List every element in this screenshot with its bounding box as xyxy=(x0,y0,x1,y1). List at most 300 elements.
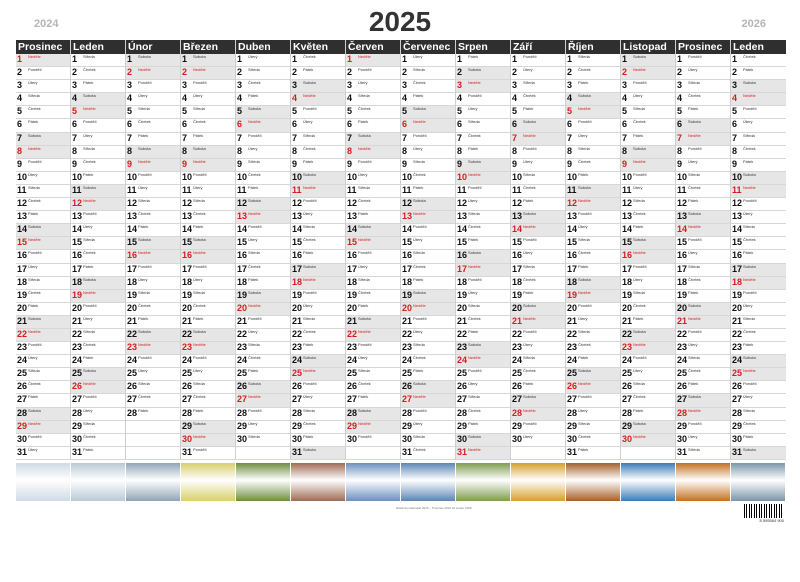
day-number: 25 xyxy=(182,368,193,379)
day-cell xyxy=(126,198,180,211)
day-number: 16 xyxy=(17,250,28,261)
day-number: 19 xyxy=(567,289,578,300)
weekday-label: Pondělí xyxy=(688,237,702,243)
day-cell xyxy=(126,394,180,407)
day-cell xyxy=(401,290,455,303)
weekday-label: Čtvrtek xyxy=(688,93,701,99)
day-cell xyxy=(456,316,510,329)
day-number: 23 xyxy=(567,342,578,353)
day-number: 8 xyxy=(622,145,628,156)
day-cell xyxy=(511,277,565,290)
weekday-label: Pátek xyxy=(578,446,589,452)
day-cell xyxy=(676,185,730,198)
day-cell xyxy=(621,106,675,119)
day-cell xyxy=(16,368,70,381)
weekday-label: Pátek xyxy=(83,263,94,269)
day-number: 30 xyxy=(292,433,303,444)
day-number: 22 xyxy=(512,328,523,339)
day-cell xyxy=(731,119,786,132)
weekday-label: Sobota xyxy=(523,302,536,308)
day-number: 9 xyxy=(237,158,243,169)
day-number: 4 xyxy=(182,93,188,104)
month-column xyxy=(401,40,456,460)
weekday-label: Neděle xyxy=(28,145,41,151)
day-cell xyxy=(291,133,345,146)
weekday-label: Čtvrtek xyxy=(28,289,41,295)
day-cell xyxy=(511,264,565,277)
month-column xyxy=(16,40,71,460)
month-photo xyxy=(511,463,566,501)
day-cell xyxy=(456,277,510,290)
day-number: 7 xyxy=(677,132,683,143)
day-cell xyxy=(346,290,400,303)
day-cell xyxy=(456,172,510,185)
weekday-label: Pátek xyxy=(193,224,204,230)
weekday-label: Pátek xyxy=(83,355,94,361)
day-cell xyxy=(456,329,510,342)
weekday-label: Sobota xyxy=(303,355,316,361)
weekday-label: Čtvrtek xyxy=(688,276,701,282)
day-number: 27 xyxy=(622,394,633,405)
day-number: 3 xyxy=(347,80,353,91)
day-cell xyxy=(511,434,565,447)
day-number: 8 xyxy=(347,145,353,156)
weekday-label: Úterý xyxy=(523,67,533,73)
day-cell xyxy=(566,67,620,80)
day-number: 24 xyxy=(292,355,303,366)
day-number: 29 xyxy=(512,420,523,431)
month-header: Listopad xyxy=(621,40,675,54)
day-cell xyxy=(71,277,125,290)
weekday-label: Čtvrtek xyxy=(468,407,481,413)
day-cell xyxy=(71,133,125,146)
day-cell xyxy=(731,394,786,407)
day-cell xyxy=(621,394,675,407)
weekday-label: Středa xyxy=(468,211,480,217)
day-cell xyxy=(401,54,455,67)
weekday-label: Sobota xyxy=(578,93,591,99)
next-year-label: 2026 xyxy=(741,18,766,30)
weekday-label: Čtvrtek xyxy=(633,394,646,400)
weekday-label: Sobota xyxy=(28,315,41,321)
weekday-label: Středa xyxy=(193,289,205,295)
day-cell xyxy=(16,198,70,211)
day-number: 1 xyxy=(237,54,243,64)
day-number: 18 xyxy=(292,276,303,287)
weekday-label: Sobota xyxy=(578,276,591,282)
weekday-label: Sobota xyxy=(468,433,481,439)
day-cell xyxy=(71,447,125,460)
day-number: 23 xyxy=(182,342,193,353)
day-number: 6 xyxy=(567,119,573,130)
day-number: 29 xyxy=(732,420,743,431)
day-cell xyxy=(676,421,730,434)
weekday-label: Úterý xyxy=(743,302,753,308)
day-cell xyxy=(676,434,730,447)
weekday-label: Pondělí xyxy=(193,355,207,361)
weekday-label: Pátek xyxy=(138,132,149,138)
day-number: 11 xyxy=(127,184,137,195)
day-number: 31 xyxy=(292,446,303,457)
day-number: 3 xyxy=(457,80,463,91)
day-number: 27 xyxy=(17,394,28,405)
weekday-label: Středa xyxy=(688,263,700,269)
weekday-label: Úterý xyxy=(358,263,368,269)
day-number: 27 xyxy=(402,394,413,405)
day-cell xyxy=(71,93,125,106)
weekday-label: Neděle xyxy=(28,237,41,243)
day-cell xyxy=(511,421,565,434)
day-number: 24 xyxy=(182,355,193,366)
day-cell xyxy=(126,54,180,67)
weekday-label: Úterý xyxy=(83,407,93,413)
year-title: 2025 xyxy=(368,6,432,37)
day-cell xyxy=(71,342,125,355)
day-cell xyxy=(401,211,455,224)
weekday-label: Neděle xyxy=(633,250,646,256)
month-photo xyxy=(181,463,236,501)
day-cell xyxy=(621,447,675,460)
day-cell xyxy=(346,447,400,460)
day-number: 24 xyxy=(17,355,28,366)
weekday-label: Středa xyxy=(523,171,535,177)
day-number: 27 xyxy=(732,394,743,405)
day-number: 31 xyxy=(732,446,743,457)
day-cell xyxy=(566,421,620,434)
weekday-label: Čtvrtek xyxy=(358,289,371,295)
day-cell xyxy=(401,67,455,80)
day-number: 10 xyxy=(17,171,28,182)
day-number: 30 xyxy=(622,433,633,444)
weekday-label: Pondělí xyxy=(743,381,757,387)
day-cell xyxy=(71,329,125,342)
day-cell xyxy=(16,106,70,119)
weekday-label: Pátek xyxy=(523,198,534,204)
day-cell xyxy=(126,67,180,80)
weekday-label: Úterý xyxy=(413,54,423,59)
weekday-label: Čtvrtek xyxy=(578,67,591,73)
day-cell xyxy=(346,224,400,237)
weekday-label: Úterý xyxy=(303,302,313,308)
weekday-label: Pondělí xyxy=(743,106,757,112)
day-cell xyxy=(181,434,235,447)
weekday-label: Středa xyxy=(468,119,480,125)
day-cell xyxy=(126,146,180,159)
day-cell xyxy=(126,368,180,381)
day-cell xyxy=(731,172,786,185)
day-cell xyxy=(346,329,400,342)
weekday-label: Sobota xyxy=(633,54,646,59)
weekday-label: Pátek xyxy=(28,211,39,217)
month-header: Únor xyxy=(126,40,180,54)
day-number: 17 xyxy=(457,263,468,274)
day-number: 8 xyxy=(237,145,243,156)
weekday-label: Čtvrtek xyxy=(633,211,646,217)
day-number: 19 xyxy=(182,289,193,300)
day-cell xyxy=(236,277,290,290)
day-number: 20 xyxy=(622,302,633,313)
weekday-label: Pátek xyxy=(523,289,534,295)
weekday-label: Pondělí xyxy=(523,237,537,243)
month-column xyxy=(456,40,511,460)
day-cell xyxy=(126,237,180,250)
day-cell xyxy=(731,355,786,368)
day-number: 7 xyxy=(17,132,23,143)
day-cell xyxy=(676,277,730,290)
day-number: 17 xyxy=(182,263,193,274)
weekday-label: Sobota xyxy=(28,132,41,138)
day-cell xyxy=(16,381,70,394)
day-cell xyxy=(346,277,400,290)
day-number: 15 xyxy=(72,237,83,248)
weekday-label: Sobota xyxy=(193,54,206,59)
day-number: 2 xyxy=(127,67,133,78)
day-number: 14 xyxy=(567,224,578,235)
day-number: 1 xyxy=(17,54,23,64)
weekday-label: Sobota xyxy=(138,328,151,334)
day-number: 28 xyxy=(127,407,138,418)
day-number: 28 xyxy=(72,407,83,418)
day-number: 31 xyxy=(17,446,28,457)
weekday-label: Pátek xyxy=(303,433,314,439)
day-number: 18 xyxy=(567,276,578,287)
day-number: 23 xyxy=(17,342,28,353)
day-cell xyxy=(456,67,510,80)
day-cell xyxy=(676,106,730,119)
day-number: 7 xyxy=(732,132,738,143)
day-cell xyxy=(16,67,70,80)
day-number: 18 xyxy=(237,276,248,287)
weekday-label: Středa xyxy=(468,302,480,308)
day-number: 16 xyxy=(347,250,358,261)
weekday-label: Úterý xyxy=(28,263,38,269)
month-photo xyxy=(621,463,676,501)
day-cell xyxy=(181,224,235,237)
day-number: 23 xyxy=(127,342,138,353)
month-photo xyxy=(676,463,731,501)
day-number: 9 xyxy=(72,158,78,169)
month-header: Leden xyxy=(71,40,125,54)
day-number: 24 xyxy=(127,355,138,366)
day-number: 27 xyxy=(457,394,468,405)
weekday-label: Neděle xyxy=(193,342,206,348)
day-cell xyxy=(401,264,455,277)
day-number: 29 xyxy=(567,420,578,431)
day-number: 15 xyxy=(622,237,633,248)
weekday-label: Pátek xyxy=(303,67,314,73)
weekday-label: Sobota xyxy=(248,198,261,204)
weekday-label: Úterý xyxy=(358,80,368,86)
day-cell xyxy=(401,106,455,119)
weekday-label: Čtvrtek xyxy=(358,381,371,387)
day-number: 12 xyxy=(622,198,633,209)
day-cell xyxy=(676,342,730,355)
day-cell xyxy=(181,421,235,434)
day-number: 22 xyxy=(237,328,248,339)
day-number: 20 xyxy=(512,302,523,313)
weekday-label: Úterý xyxy=(523,158,533,164)
day-number: 17 xyxy=(732,263,743,274)
photo-strip xyxy=(16,463,786,501)
weekday-label: Sobota xyxy=(138,237,151,243)
weekday-label: Středa xyxy=(138,106,150,112)
day-number: 3 xyxy=(292,80,298,91)
day-cell xyxy=(236,159,290,172)
day-number: 1 xyxy=(127,54,133,64)
day-cell xyxy=(676,80,730,93)
day-cell xyxy=(346,342,400,355)
day-cell xyxy=(511,54,565,67)
weekday-label: Neděle xyxy=(413,394,426,400)
weekday-label: Čtvrtek xyxy=(743,145,756,151)
day-cell xyxy=(346,119,400,132)
day-cell xyxy=(566,277,620,290)
day-cell xyxy=(291,159,345,172)
day-cell xyxy=(71,408,125,421)
weekday-label: Pondělí xyxy=(358,67,372,73)
day-cell xyxy=(291,172,345,185)
weekday-label: Pondělí xyxy=(688,54,702,59)
day-cell xyxy=(731,224,786,237)
day-cell xyxy=(456,224,510,237)
day-cell xyxy=(71,211,125,224)
day-number: 6 xyxy=(237,119,243,130)
weekday-label: Čtvrtek xyxy=(523,93,536,99)
weekday-label: Pondělí xyxy=(303,381,317,387)
day-number: 1 xyxy=(457,54,463,64)
weekday-label: Pondělí xyxy=(303,198,317,204)
weekday-label: Úterý xyxy=(138,276,148,282)
day-number: 5 xyxy=(512,106,518,117)
weekday-label: Čtvrtek xyxy=(193,211,206,217)
weekday-label: Úterý xyxy=(248,237,258,243)
weekday-label: Pátek xyxy=(633,315,644,321)
day-cell xyxy=(126,172,180,185)
weekday-label: Středa xyxy=(83,420,95,426)
weekday-label: Pátek xyxy=(468,54,479,59)
day-cell xyxy=(511,355,565,368)
weekday-label: Čtvrtek xyxy=(523,276,536,282)
day-cell xyxy=(16,447,70,460)
weekday-label: Neděle xyxy=(523,224,536,230)
day-number: 12 xyxy=(457,198,468,209)
day-cell xyxy=(401,394,455,407)
day-number: 17 xyxy=(512,263,523,274)
day-number: 27 xyxy=(72,394,83,405)
weekday-label: Pátek xyxy=(28,119,39,125)
day-cell xyxy=(71,198,125,211)
day-cell xyxy=(456,408,510,421)
day-cell xyxy=(511,93,565,106)
day-number: 4 xyxy=(17,93,23,104)
weekday-label: Sobota xyxy=(193,145,206,151)
weekday-label: Sobota xyxy=(83,276,96,282)
weekday-label: Pondělí xyxy=(138,171,152,177)
day-cell xyxy=(181,368,235,381)
day-number: 20 xyxy=(182,302,193,313)
day-number: 3 xyxy=(127,80,133,91)
day-cell xyxy=(401,316,455,329)
day-number: 2 xyxy=(402,67,408,78)
weekday-label: Úterý xyxy=(633,368,643,374)
day-number: 13 xyxy=(17,211,28,222)
day-number: 7 xyxy=(127,132,133,143)
day-number: 12 xyxy=(402,198,413,209)
month-header: Květen xyxy=(291,40,345,54)
weekday-label: Pondělí xyxy=(303,289,317,295)
weekday-label: Středa xyxy=(523,263,535,269)
weekday-label: Pondělí xyxy=(28,250,42,256)
day-cell xyxy=(511,119,565,132)
day-number: 20 xyxy=(347,302,358,313)
day-cell xyxy=(566,355,620,368)
day-number: 6 xyxy=(732,119,738,130)
weekday-label: Neděle xyxy=(358,328,371,334)
day-cell xyxy=(456,119,510,132)
day-cell xyxy=(71,80,125,93)
weekday-label: Neděle xyxy=(28,328,41,334)
weekday-label: Sobota xyxy=(688,394,701,400)
day-number: 10 xyxy=(127,171,138,182)
day-cell xyxy=(126,106,180,119)
weekday-label: Středa xyxy=(28,368,40,374)
day-cell xyxy=(181,408,235,421)
weekday-label: Pátek xyxy=(413,184,424,190)
day-cell xyxy=(236,237,290,250)
day-number: 22 xyxy=(567,328,578,339)
day-number: 5 xyxy=(292,106,298,117)
day-number: 13 xyxy=(622,211,633,222)
day-cell xyxy=(731,277,786,290)
day-number: 25 xyxy=(732,368,743,379)
weekday-label: Pondělí xyxy=(248,224,262,230)
day-cell xyxy=(731,316,786,329)
day-number: 21 xyxy=(677,315,688,326)
weekday-label: Sobota xyxy=(578,184,591,190)
weekday-label: Neděle xyxy=(83,198,96,204)
day-number: 20 xyxy=(677,302,688,313)
weekday-label: Čtvrtek xyxy=(83,433,96,439)
day-cell xyxy=(346,185,400,198)
day-cell xyxy=(346,381,400,394)
day-cell xyxy=(291,434,345,447)
day-number: 24 xyxy=(347,355,358,366)
legal-text: Nástěnný kalendář 2025 – Prosinec 2024 až Leden 2026 xyxy=(396,506,472,510)
day-cell xyxy=(346,303,400,316)
weekday-label: Neděle xyxy=(248,211,261,217)
weekday-label: Pátek xyxy=(523,106,534,112)
day-cell xyxy=(566,211,620,224)
day-number: 12 xyxy=(237,198,248,209)
weekday-label: Úterý xyxy=(688,158,698,164)
day-number: 25 xyxy=(567,368,578,379)
day-number: 24 xyxy=(72,355,83,366)
weekday-label: Úterý xyxy=(248,145,258,151)
weekday-label: Středa xyxy=(193,198,205,204)
day-cell xyxy=(181,277,235,290)
weekday-label: Středa xyxy=(358,93,370,99)
day-number: 4 xyxy=(512,93,518,104)
weekday-label: Neděle xyxy=(523,315,536,321)
day-number: 9 xyxy=(292,158,298,169)
day-cell xyxy=(71,172,125,185)
day-cell xyxy=(16,421,70,434)
day-number: 14 xyxy=(17,224,28,235)
weekday-label: Středa xyxy=(303,132,315,138)
weekday-label: Neděle xyxy=(248,302,261,308)
day-cell xyxy=(291,250,345,263)
weekday-label: Pátek xyxy=(743,433,754,439)
